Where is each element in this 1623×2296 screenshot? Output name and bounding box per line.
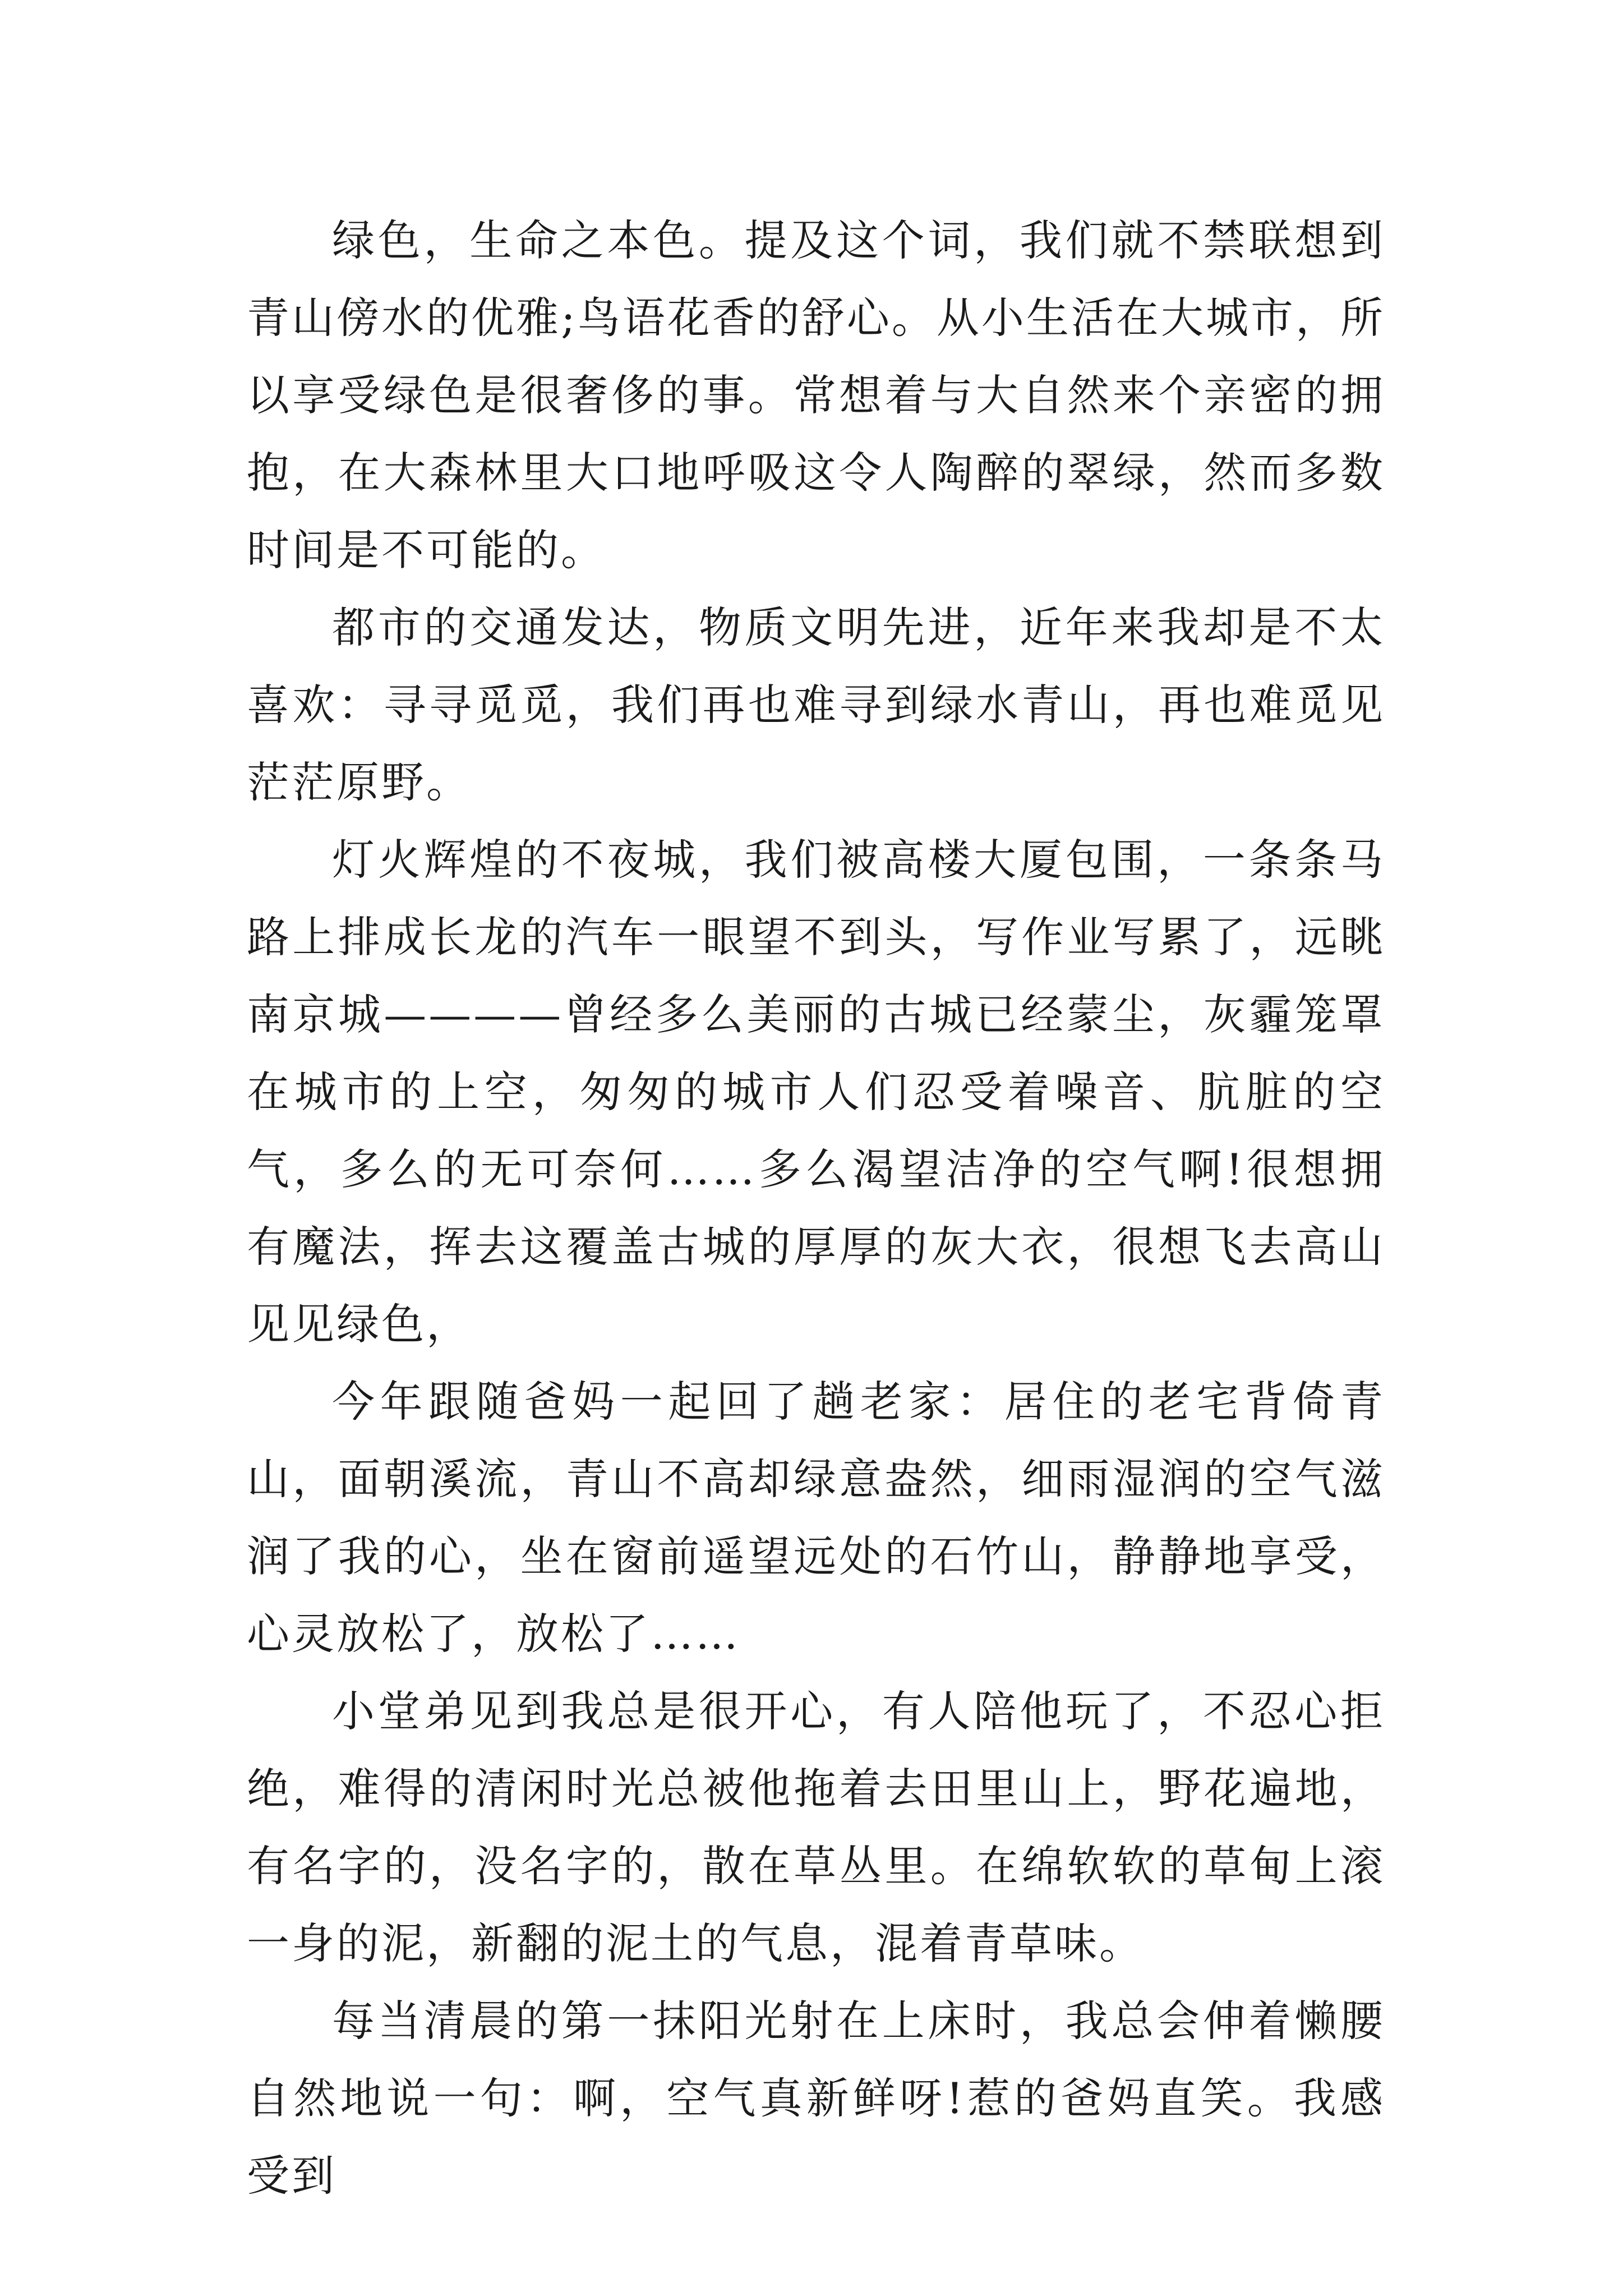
document-page: [247, 202, 1385, 2215]
paragraph-2: 都市的交通发达，物质文明先进，近年来我却是不太喜欢：寻寻觅觅，我们再也难寻到绿水青山，再也难觅见茫茫原野。: [247, 602, 1385, 807]
paragraph-1: 绿色，生命之本色。提及这个词，我们就不禁联想到青山傍水的优雅;鸟语花香的舒心。从小生活在大城市，所以享受绿色是很奢侈的事。常想着与大自然来个亲密的拥抱，在大森林里大口地呼吸这令人陶醉的翠绿，然而多数时间是不可能的。: [247, 215, 1385, 575]
paragraph-4: 今年跟随爸妈一起回了趟老家：居住的老宅背倚青山，面朝溪流，青山不高却绿意盎然，细雨湿润的空气滋润了我的心，坐在窗前遥望远处的石竹山，静静地享受，心灵放松了，放松了……: [247, 1377, 1385, 1659]
paragraph-5: 小堂弟见到我总是很开心，有人陪他玩了，不忍心拒绝，难得的清闲时光总被他拖着去田里山上，野花遍地，有名字的，没名字的，散在草丛里。在绵软软的草甸上滚一身的泥，新翻的泥土的气息，混着青草味。: [247, 1686, 1385, 1968]
paragraph-3: 灯火辉煌的不夜城，我们被高楼大厦包围，一条条马路上排成长龙的汽车一眼望不到头，写作业写累了，远眺南京城————曾经多么美丽的古城已经蒙尘，灰霾笼罩在城市的上空，匆匆的城市人们忍受着噪音、肮脏的空气，多么的无可奈何……多么渴望洁净的空气啊!很想拥有魔法，挥去这覆盖古城的厚厚的灰大衣，很想飞去高山见见绿色，: [247, 835, 1385, 1349]
paragraph-6: 每当清晨的第一抹阳光射在上床时，我总会伸着懒腰自然地说一句：啊，空气真新鲜呀!惹的爸妈直笑。我感受到: [247, 1996, 1385, 2201]
